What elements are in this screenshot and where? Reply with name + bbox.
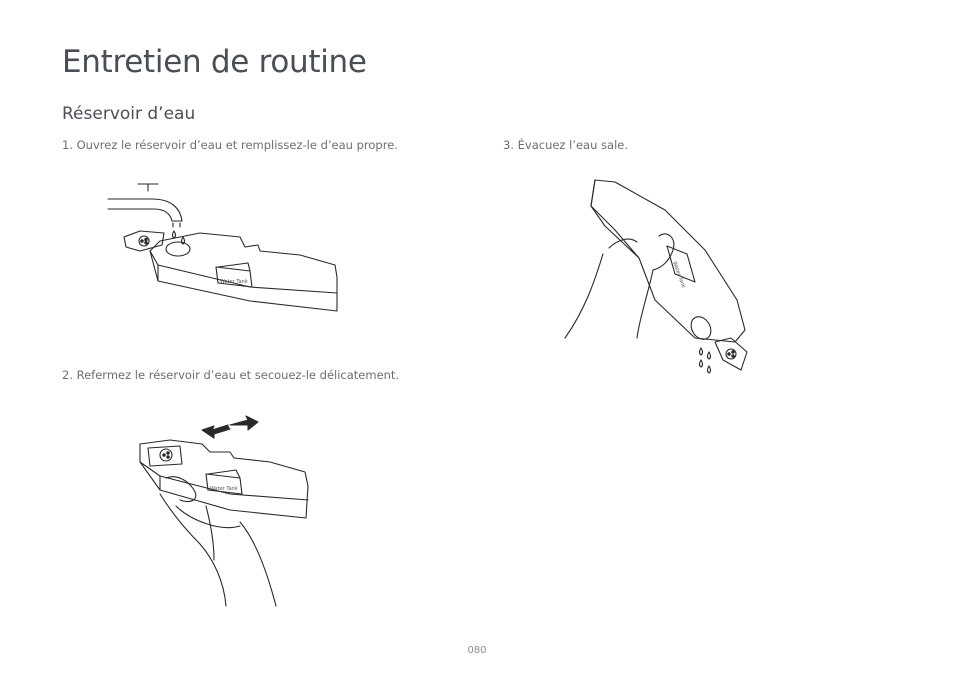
step-3-text: 3. Évacuez l’eau sale.	[503, 138, 629, 152]
page-title: Entretien de routine	[62, 44, 367, 80]
section-title: Réservoir d’eau	[62, 104, 196, 124]
tank-label-text: Water Tank	[220, 279, 248, 285]
hand-icon	[160, 494, 226, 606]
tank-lid-icon	[715, 338, 747, 370]
tank-lid-icon	[124, 231, 164, 251]
page-number: 080	[467, 645, 487, 656]
water-drop-icon	[173, 231, 176, 238]
thumb-icon	[166, 477, 196, 502]
step-2-text: 2. Refermez le réservoir d’eau et secouez-le délicatement.	[62, 368, 400, 382]
water-drop-icon	[700, 348, 703, 355]
water-drop-icon	[700, 360, 703, 367]
illustration-empty-tank	[555, 170, 755, 385]
faucet-icon	[108, 199, 182, 221]
water-drop-icon	[708, 352, 711, 359]
faucet-handle-icon	[138, 184, 158, 191]
arrow-left-icon	[202, 425, 230, 438]
tank-label-text: Water Tank	[671, 260, 687, 289]
step-1-text: 1. Ouvrez le réservoir d’eau et remplissez-le d’eau propre.	[62, 138, 398, 152]
illustration-shake-tank	[130, 410, 345, 610]
arrow-right-icon	[230, 416, 258, 430]
hand-icon	[565, 254, 603, 338]
water-drop-icon	[708, 366, 711, 373]
tank-label-text: Water Tank	[210, 486, 238, 492]
thumb-icon	[653, 234, 674, 270]
illustration-fill-tank	[100, 175, 350, 320]
